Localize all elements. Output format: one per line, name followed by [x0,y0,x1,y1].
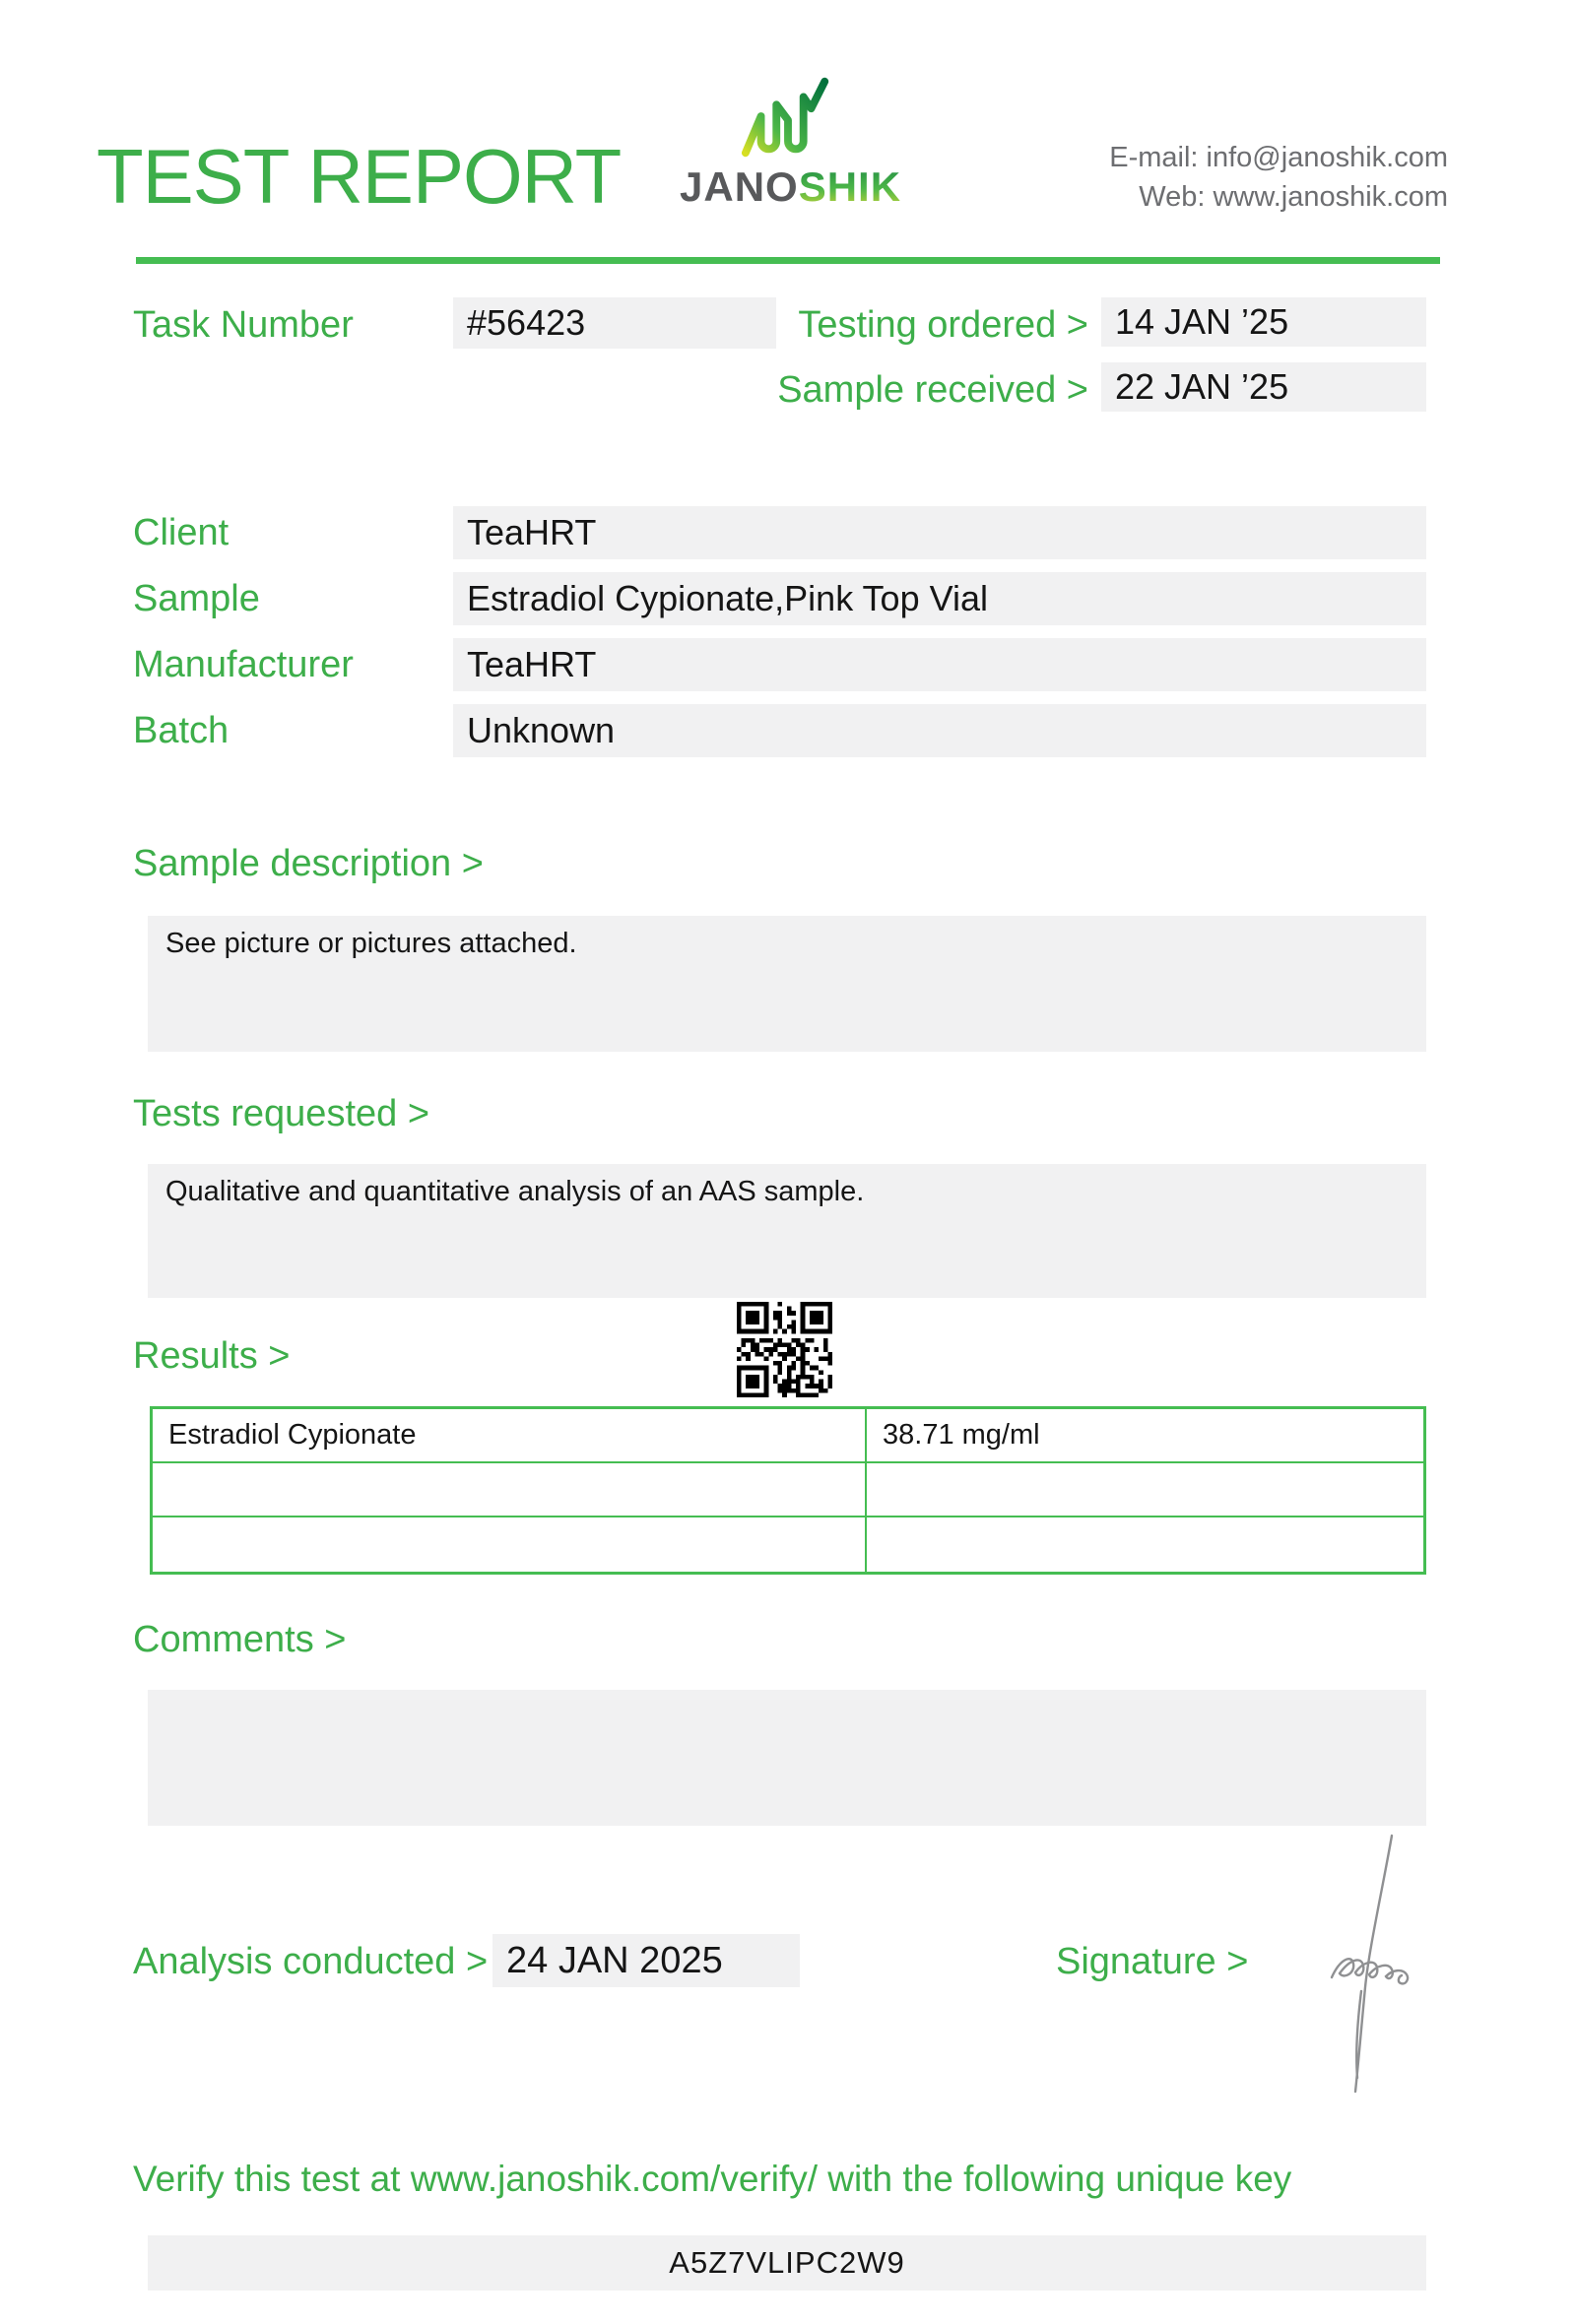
qr-code-icon [737,1302,832,1397]
sample-label: Sample [133,577,260,619]
batch-value: Unknown [453,704,1426,757]
sample-received-value: 22 JAN ’25 [1101,362,1426,412]
comments-box [148,1690,1426,1826]
sample-description-label: Sample description > [133,843,484,884]
comments-label: Comments > [133,1619,347,1660]
analysis-conducted-date: 24 JAN 2025 [492,1934,800,1987]
result-value-cell: 38.71 mg/ml [867,1409,1423,1463]
sample-description-text: See picture or pictures attached. [165,928,577,959]
handwritten-signature [1298,1830,1466,2115]
task-number-label: Task Number [133,303,354,346]
sample-value: Estradiol Cypionate,Pink Top Vial [453,572,1426,625]
janoshik-logo [680,75,902,211]
rising-bar-chart-icon [740,75,836,160]
manufacturer-value: TeaHRT [453,638,1426,691]
testing-ordered-value: 14 JAN ’25 [1101,297,1426,347]
client-label: Client [133,511,230,553]
contact-email: E-mail: info@janoshik.com [1109,142,1448,173]
logo-text-jano: JANO [680,163,799,210]
contact-web: Web: www.janoshik.com [1139,181,1448,213]
tests-requested-text: Qualitative and quantitative analysis of an AAS sample. [165,1176,865,1207]
contact-block [1109,138,1448,217]
sample-received-label: Sample received > [777,368,1088,411]
header-divider [136,257,1440,264]
result-substance-cell [153,1517,867,1572]
unique-key-value: A5Z7VLIPC2W9 [669,2245,905,2280]
signature-label: Signature > [1056,1940,1249,1982]
client-value: TeaHRT [453,506,1426,559]
task-number-value: #56423 [453,297,776,349]
results-label: Results > [133,1335,291,1377]
result-substance-cell [153,1463,867,1517]
page-title: TEST REPORT [97,133,622,220]
verify-instruction: Verify this test at www.janoshik.com/verify/ with the following unique key [133,2159,1292,2199]
manufacturer-label: Manufacturer [133,643,354,685]
logo-text-shik: SHIK [798,163,902,210]
tests-requested-box [148,1164,1426,1298]
logo-wordmark [680,163,902,211]
results-table [150,1406,1426,1575]
result-substance-cell: Estradiol Cypionate [153,1409,867,1463]
sample-description-box [148,916,1426,1052]
testing-ordered-label: Testing ordered > [798,303,1088,346]
tests-requested-label: Tests requested > [133,1093,430,1134]
batch-label: Batch [133,709,230,751]
analysis-conducted-label: Analysis conducted > [133,1940,489,1982]
unique-key-box [148,2235,1426,2291]
result-value-cell [867,1517,1423,1572]
result-value-cell [867,1463,1423,1517]
